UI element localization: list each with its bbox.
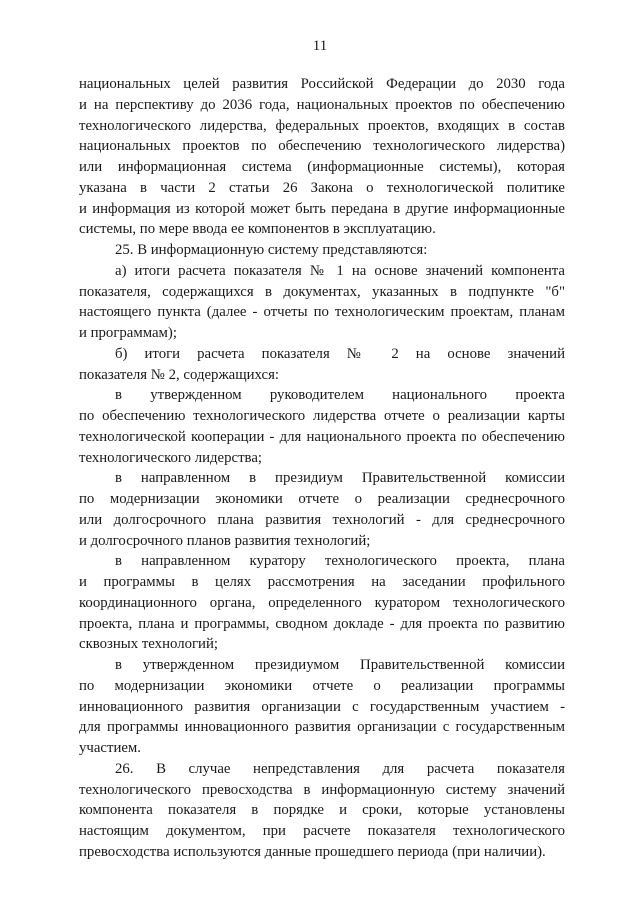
text-line: превосходства используются данные прошедшего периода (при наличии). xyxy=(79,843,546,860)
paragraph-subitem-b-3 xyxy=(79,551,565,655)
text-line: и на перспективу до 2036 года, национальных проектов по обеспечению xyxy=(79,96,565,113)
text-line: и программы в целях рассмотрения на заседании профильного xyxy=(79,574,565,590)
text-line: в утвержденном руководителем национального проекта xyxy=(115,387,565,404)
text-line: компонента показателя в порядке и сроки, которые установлены xyxy=(79,802,565,819)
paragraph-continuation xyxy=(79,74,565,240)
text-line: по обеспечению технологического лидерства отчете о реализации карты xyxy=(79,408,565,424)
text-line: и информация из которой может быть передана в другие информационные xyxy=(79,200,565,217)
text-line: по модернизации экономики отчете о реализации среднесрочного xyxy=(79,491,565,507)
text-line: технологического лидерства; xyxy=(79,449,263,466)
document-body xyxy=(79,74,565,863)
text-line: указана в части 2 статьи 26 Закона о технологической политике xyxy=(79,179,565,196)
paragraph-subitem-a xyxy=(79,261,565,344)
text-line: национальных проектов по обеспечению технологического лидерства) xyxy=(79,138,565,155)
text-line: системы, по мере ввода ее компонентов в эксплуатацию. xyxy=(79,221,436,238)
text-line: показателя № 2, содержащихся: xyxy=(79,366,280,383)
text-line: участием. xyxy=(79,740,141,756)
text-line: а) итоги расчета показателя № 1 на основе значений компонента xyxy=(115,262,565,279)
text-line: или информационная система (информационные системы), которая xyxy=(79,159,565,175)
text-line: в утвержденном президиумом Правительственной комиссии xyxy=(115,657,565,673)
text-line: координационного органа, определенного куратором технологического xyxy=(79,594,565,611)
text-line: в направленном в президиум Правительственной комиссии xyxy=(115,470,565,487)
paragraph-subitem-b-4 xyxy=(79,655,565,759)
text-line: и долгосрочного планов развития технологий; xyxy=(79,532,371,549)
text-line: показателя, содержащихся в документах, указанных в подпункте "б" xyxy=(79,283,565,300)
paragraph-subitem-b-2 xyxy=(79,468,565,551)
paragraph-subitem-b-1 xyxy=(79,385,565,468)
text-line: проекта, плана и программы, сводном докладе - для проекта по развитию xyxy=(79,615,565,632)
text-line: технологической кооперации - для национального проекта по обеспечению xyxy=(79,428,565,445)
text-line: для программы инновационного развития организации с государственным xyxy=(79,719,565,736)
text-line: 25. В информационную систему представляются: xyxy=(115,242,428,258)
text-line: настоящим документом, при расчете показателя технологического xyxy=(79,823,565,839)
text-line: или долгосрочного плана развития технологий - для среднесрочного xyxy=(79,511,565,528)
text-line: в направленном куратору технологического проекта, плана xyxy=(115,553,565,570)
text-line: технологического превосходства в информационную систему значений xyxy=(79,781,565,798)
paragraph-subitem-b xyxy=(79,344,565,386)
text-line: национальных целей развития Российской Федерации до 2030 года xyxy=(79,76,565,92)
text-line: и программам); xyxy=(79,325,177,341)
text-line: б) итоги расчета показателя № 2 на основе значений xyxy=(115,345,565,362)
page-number: 11 xyxy=(312,38,328,54)
text-line: настоящего пункта (далее - отчеты по технологическим проектам, планам xyxy=(79,304,565,321)
text-line: технологического лидерства, федеральных проектов, входящих в состав xyxy=(79,117,565,134)
paragraph-item-26 xyxy=(79,759,565,863)
text-line: по модернизации экономики отчете о реализации программы xyxy=(79,677,565,694)
text-line: инновационного развития организации с государственным участием - xyxy=(79,698,565,715)
text-line: сквозных технологий; xyxy=(79,636,219,653)
paragraph-item-25 xyxy=(79,240,565,261)
text-line: 26. В случае непредставления для расчета показателя xyxy=(115,760,565,777)
